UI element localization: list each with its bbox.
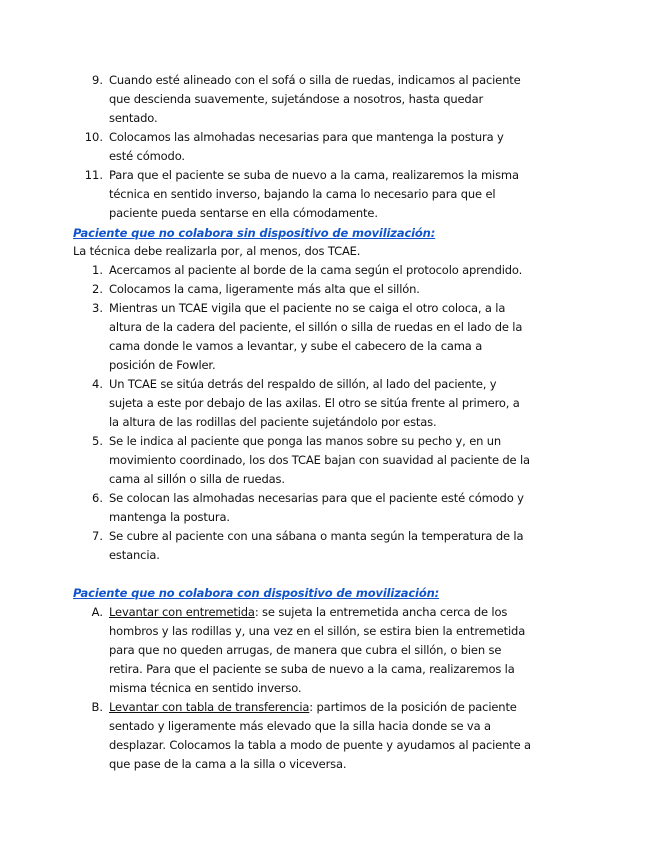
- list-item: [73, 375, 531, 432]
- list-number: 7.: [92, 529, 103, 543]
- list-number: 11.: [84, 168, 103, 182]
- section-heading-no-device: Paciente que no colabora sin dispositivo de movilización:: [73, 226, 436, 240]
- list-item-text: Se le indica al paciente que ponga las manos sobre su pecho y, en un movimiento coordinado, los dos TCAE bajan con suavidad al paciente de la cama al sillón o silla de ruedas.: [109, 434, 530, 486]
- list-number: 4.: [92, 377, 103, 391]
- list-number: 2.: [92, 282, 103, 296]
- list-number: 9.: [92, 73, 103, 87]
- list-item-text: Para que el paciente se suba de nuevo a la cama, realizaremos la misma técnica en sentido inverso, bajando la cama lo necesario para que el paciente pueda sentarse en ella cómodamente.: [109, 168, 519, 220]
- list-item-body: : partimos de la posición de paciente sentado y ligeramente más elevado que la silla hacia donde se va a desplazar. Colocamos la tabla a modo de puente y ayudamos al paciente a que pase de la cama a la silla o viceversa.: [109, 700, 531, 771]
- list-letter: A.: [91, 605, 103, 619]
- list-item-text: Cuando esté alineado con el sofá o silla de ruedas, indicamos al paciente que descienda suavemente, sujetándose a nosotros, hasta quedar sentado.: [109, 73, 521, 125]
- list-item-text: Colocamos las almohadas necesarias para que mantenga la postura y esté cómodo.: [109, 130, 504, 163]
- list-item-text: Mientras un TCAE vigila que el paciente no se caiga el otro coloca, a la altura de la cadera del paciente, el sillón o silla de ruedas en el lado de la cama donde le vamos a levantar, y sube el cabecero de la cama a posición de Fowler.: [109, 301, 523, 372]
- list-item-text: Acercamos al paciente al borde de la cama según el protocolo aprendido.: [109, 263, 523, 277]
- list-item-text: [109, 698, 531, 774]
- list-item: [73, 71, 531, 128]
- lettered-list-with-device: [73, 603, 531, 774]
- section-intro: La técnica debe realizarla por, al menos, dos TCAE.: [73, 244, 361, 258]
- list-number: 5.: [92, 434, 103, 448]
- list-item: [73, 603, 531, 698]
- list-number: 3.: [92, 301, 103, 315]
- list-item-text: Se cubre al paciente con una sábana o manta según la temperatura de la estancia.: [109, 529, 524, 562]
- list-item-text: Se colocan las almohadas necesarias para que el paciente esté cómodo y mantenga la postura.: [109, 491, 524, 524]
- list-item: [73, 280, 531, 299]
- list-item-text: Colocamos la cama, ligeramente más alta que el sillón.: [109, 282, 420, 296]
- list-item-text: [109, 603, 531, 698]
- list-letter: B.: [91, 700, 103, 714]
- list-number: 10.: [84, 130, 103, 144]
- list-item: [73, 166, 531, 223]
- list-item-text: Un TCAE se sitúa detrás del respaldo de sillón, al lado del paciente, y sujeta a este por debajo de las axilas. El otro se sitúa frente al primero, a la altura de las rodillas del paciente sujetándolo por estas.: [109, 377, 520, 429]
- list-item: [73, 299, 531, 375]
- list-item-lead: Levantar con tabla de transferencia: [109, 700, 310, 714]
- list-item: [73, 698, 531, 774]
- numbered-list-continued: [73, 71, 531, 223]
- list-item-lead: Levantar con entremetida: [109, 605, 255, 619]
- list-number: 1.: [92, 263, 103, 277]
- list-item-body: : se sujeta la entremetida ancha cerca de los hombros y las rodillas y, una vez en el sillón, se estira bien la entremetida para que no queden arrugas, de manera que cubra el sillón, o bien se retira. Para que el paciente se suba de nuevo a la cama, realizaremos la misma técnica en sentido inverso.: [109, 605, 526, 695]
- section-heading-with-device: Paciente que no colabora con dispositivo de movilización:: [73, 586, 440, 600]
- list-item: [73, 489, 531, 527]
- list-item: [73, 261, 531, 280]
- numbered-list-no-device: [73, 261, 531, 565]
- list-number: 6.: [92, 491, 103, 505]
- list-item: [73, 527, 531, 565]
- list-item: [73, 432, 531, 489]
- list-item: [73, 128, 531, 166]
